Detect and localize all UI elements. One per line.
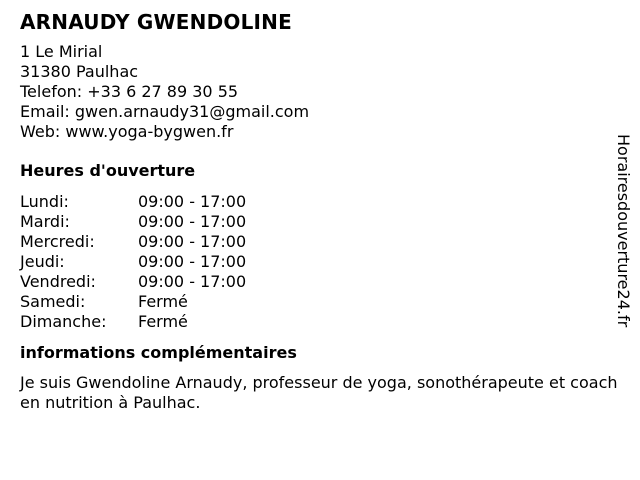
hours-time: Fermé: [138, 312, 188, 331]
opening-hours-list: [20, 192, 600, 332]
hours-row-wednesday: [20, 232, 600, 252]
opening-hours-heading: Heures d'ouverture: [20, 161, 196, 180]
hours-day: Jeudi:: [20, 252, 65, 271]
hours-day: Vendredi:: [20, 272, 96, 291]
hours-day: Mercredi:: [20, 232, 95, 251]
hours-row-tuesday: [20, 212, 600, 232]
address-line-2: 31380 Paulhac: [20, 62, 139, 81]
hours-day: Dimanche:: [20, 312, 107, 331]
business-name: ARNAUDY GWENDOLINE: [20, 10, 292, 34]
hours-day: Mardi:: [20, 212, 70, 231]
hours-day: Samedi:: [20, 292, 86, 311]
phone-row: [20, 82, 600, 102]
hours-row-thursday: [20, 252, 600, 272]
email-row: [20, 102, 600, 122]
phone-link[interactable]: +33 6 27 89 30 55: [87, 82, 239, 101]
hours-day: Lundi:: [20, 192, 69, 211]
site-watermark: Horairesdouverture24.fr: [614, 134, 633, 328]
hours-time: Fermé: [138, 292, 188, 311]
hours-time: 09:00 - 17:00: [138, 192, 247, 211]
email-link[interactable]: gwen.arnaudy31@gmail.com: [74, 102, 310, 121]
hours-time: 09:00 - 17:00: [138, 232, 247, 251]
hours-time: 09:00 - 17:00: [138, 212, 247, 231]
hours-row-saturday: [20, 292, 600, 312]
phone-label: Telefon:: [20, 82, 83, 101]
address-line-1: 1 Le Mirial: [20, 42, 103, 61]
hours-row-friday: [20, 272, 600, 292]
hours-row-monday: [20, 192, 600, 212]
hours-row-sunday: [20, 312, 600, 332]
hours-time: 09:00 - 17:00: [138, 272, 247, 291]
email-label: Email:: [20, 102, 70, 121]
additional-info-heading: informations complémentaires: [20, 343, 297, 362]
additional-info-text: Je suis Gwendoline Arnaudy, professeur de yoga, sonothérapeute et coach en nutrition à Paulhac.: [20, 373, 618, 412]
web-row: [20, 122, 600, 142]
web-link[interactable]: www.yoga-bygwen.fr: [65, 122, 234, 141]
hours-time: 09:00 - 17:00: [138, 252, 247, 271]
web-label: Web:: [20, 122, 61, 141]
business-card: [20, 10, 618, 413]
